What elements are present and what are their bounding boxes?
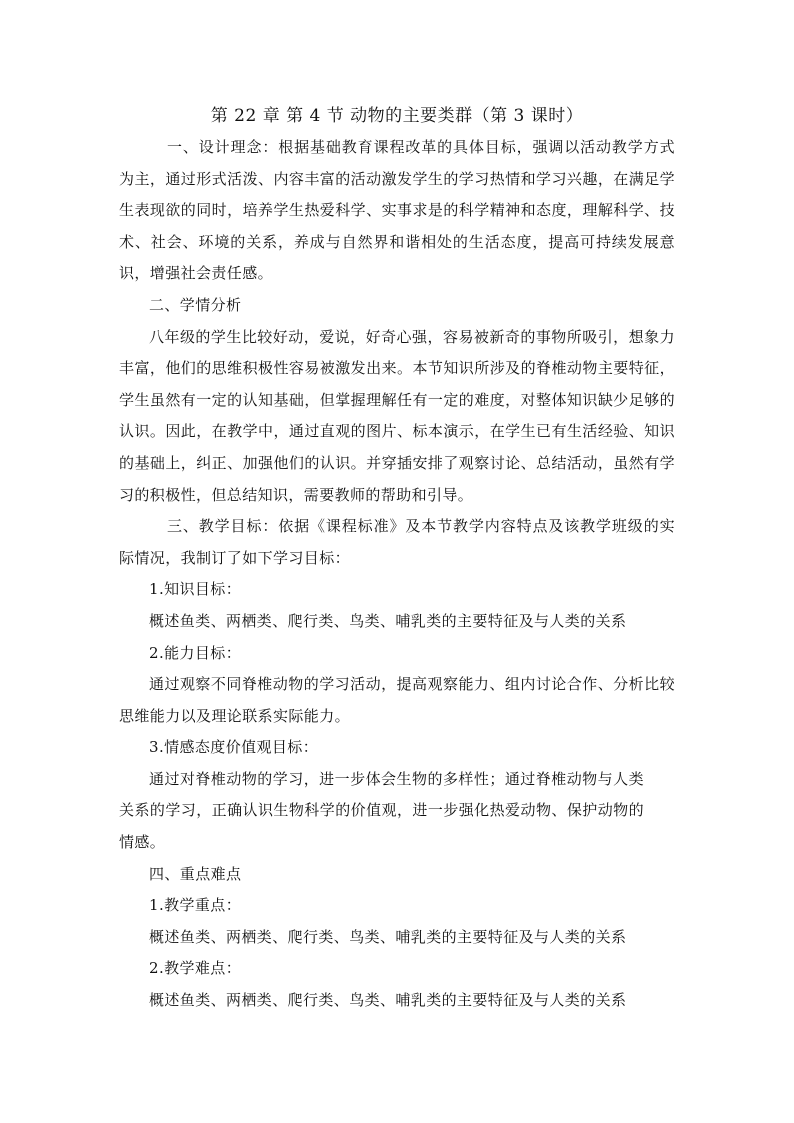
document-body — [119, 102, 675, 1017]
design-concept-paragraph: 一、设计理念：根据基础教育课程改革的具体目标，强调以活动教学方式为主，通过形式活泼、内容丰富的活动激发学生的学习热情和学习兴趣，在满足学生表现欲的同时，培养学生热爱科学、实事求是的科学精神和态度，理解科学、技术、社会、环境的关系，养成与自然界和谐相处的生活态度，提高可持续发展意识，增强社会责任感。 — [119, 138, 675, 283]
knowledge-goal-text: 概述鱼类、两栖类、爬行类、鸟类、哺乳类的主要特征及与人类的关系 — [149, 611, 627, 630]
ability-goal-heading: 2.能力目标： — [149, 643, 242, 662]
teaching-difficulty-heading: 2.教学难点： — [149, 959, 242, 978]
teaching-key-text: 概述鱼类、两栖类、爬行类、鸟类、哺乳类的主要特征及与人类的关系 — [149, 927, 627, 946]
emotion-goal-heading: 3.情感态度价值观目标： — [149, 738, 319, 757]
ability-goal-text: 通过观察不同脊椎动物的学习活动，提高观察能力、组内讨论合作、分析比较思维能力以及理论联系实际能力。 — [119, 675, 675, 725]
learning-analysis-heading: 二、学情分析 — [149, 295, 242, 314]
teaching-goals-paragraph: 三、教学目标：依据《课程标准》及本节教学内容特点及该教学班级的实际情况，我制订了如下学习目标： — [119, 517, 675, 567]
teaching-key-heading: 1.教学重点： — [149, 896, 242, 915]
key-difficulty-heading: 四、重点难点 — [149, 864, 242, 883]
document-title: 第 22 章 第 4 节 动物的主要类群（第 3 课时） — [210, 106, 584, 126]
learning-analysis-paragraph: 八年级的学生比较好动，爱说，好奇心强，容易被新奇的事物所吸引，想象力丰富，他们的思维积极性容易被激发出来。本节知识所涉及的脊椎动物主要特征，学生虽然有一定的认知基础，但掌握理解任有一定的难度，对整体知识缺少足够的认识。因此，在教学中，通过直观的图片、标本演示，在学生已有生活经验、知识的基础上，纠正、加强他们的认识。并穿插安排了观察讨论、总结活动，虽然有学习的积极性，但总结知识，需要教师的帮助和引导。 — [119, 327, 675, 504]
knowledge-goal-heading: 1.知识目标： — [149, 580, 242, 599]
emotion-goal-text: 通过对脊椎动物的学习，进一步体会生物的多样性；通过脊椎动物与人类关系的学习，正确认识生物科学的价值观，进一步强化热爱动物、保护动物的情感。 — [119, 769, 644, 852]
teaching-difficulty-text: 概述鱼类、两栖类、爬行类、鸟类、哺乳类的主要特征及与人类的关系 — [149, 991, 627, 1010]
